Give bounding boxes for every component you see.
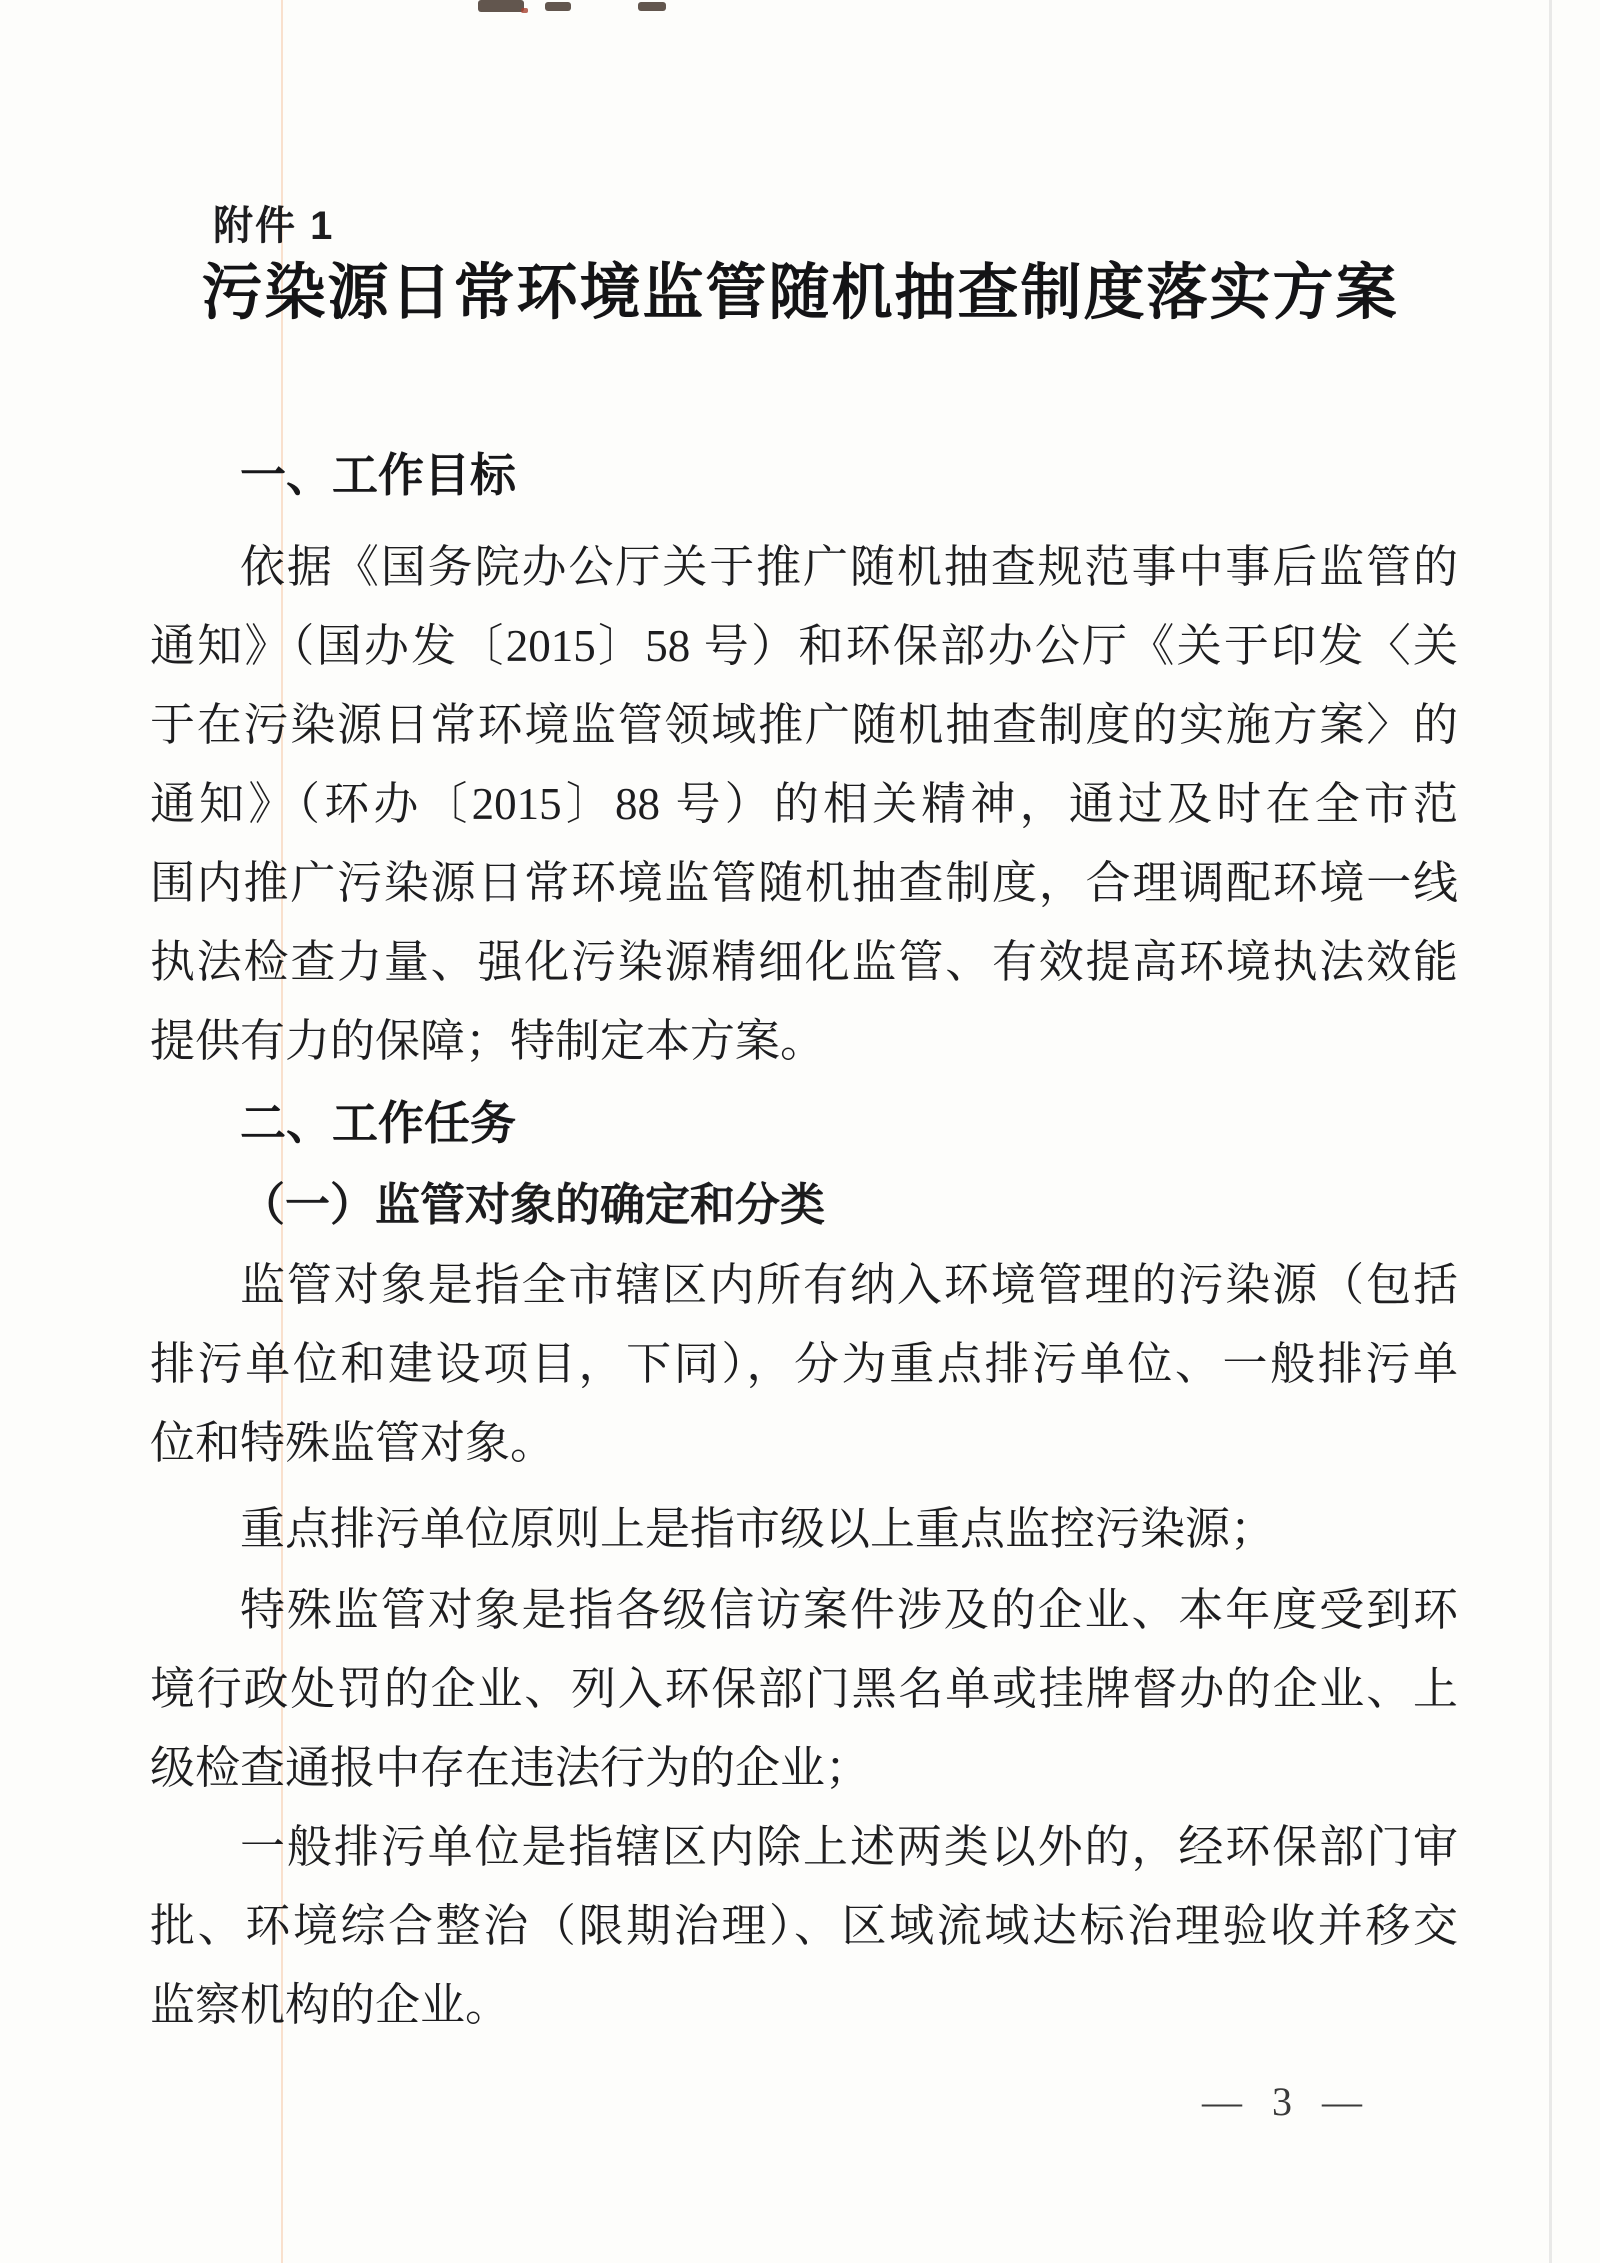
- sub-heading-supervision-objects: （一）监管对象的确定和分类: [240, 1180, 826, 1230]
- scan-crease-line-right: [1549, 0, 1552, 2263]
- paragraph-line: 提供有力的保障；特制定本方案。: [150, 1016, 826, 1066]
- section-heading-work-goal: 一、工作目标: [240, 449, 516, 501]
- paragraph-line: 监察机构的企业。: [150, 1980, 511, 2030]
- scan-smudge: [545, 2, 571, 11]
- paragraph-line: 执法检查力量、强化污染源精细化监管、有效提高环境执法效能: [150, 937, 1458, 987]
- paragraph-supervision-objects: [150, 1246, 1458, 1483]
- section-heading-work-tasks: 二、工作任务: [240, 1097, 516, 1149]
- paragraph-line: 一般排污单位是指辖区内除上述两类以外的，经环保部门审: [240, 1822, 1458, 1872]
- paragraph-general-units: [150, 1808, 1458, 2045]
- paragraph-basis: [150, 528, 1458, 1081]
- paragraph-line: 重点排污单位原则上是指市级以上重点监控污染源；: [240, 1504, 1276, 1554]
- attachment-label: 附件 1: [213, 204, 335, 248]
- paragraph-line: 依据《国务院办公厅关于推广随机抽查规范事中事后监管的: [240, 542, 1458, 592]
- scan-smudge: [638, 2, 666, 11]
- paragraph-line: 通知》（国办发〔2015〕58 号）和环保部办公厅《关于印发〈关: [150, 621, 1458, 671]
- paragraph-line: 通知》（环办〔2015〕88 号）的相关精神，通过及时在全市范: [150, 779, 1458, 829]
- scan-smudge: [521, 8, 528, 13]
- paragraph-line: 批、环境综合整治（限期治理）、区域流域达标治理验收并移交: [150, 1901, 1458, 1951]
- paragraph-line: 监管对象是指全市辖区内所有纳入环境管理的污染源（包括: [240, 1260, 1458, 1310]
- paragraph-line: 级检查通报中存在违法行为的企业；: [150, 1743, 871, 1793]
- page-number: — 3 —: [1202, 2079, 1372, 2124]
- paragraph-line: 于在污染源日常环境监管领域推广随机抽查制度的实施方案〉的: [150, 700, 1458, 750]
- paragraph-special-objects: [150, 1571, 1458, 1808]
- scan-smudge: [478, 0, 524, 12]
- paragraph-line: 围内推广污染源日常环境监管随机抽查制度，合理调配环境一线: [150, 858, 1458, 908]
- document-title: 污染源日常环境监管随机抽查制度落实方案: [201, 260, 1399, 327]
- paragraph-line: 位和特殊监管对象。: [150, 1418, 556, 1468]
- paragraph-line: 排污单位和建设项目，下同），分为重点排污单位、一般排污单: [150, 1339, 1458, 1389]
- paragraph-line: 境行政处罚的企业、列入环保部门黑名单或挂牌督办的企业、上: [150, 1664, 1458, 1714]
- paragraph-key-units: [150, 1490, 1458, 1569]
- paragraph-line: 特殊监管对象是指各级信访案件涉及的企业、本年度受到环: [240, 1585, 1458, 1635]
